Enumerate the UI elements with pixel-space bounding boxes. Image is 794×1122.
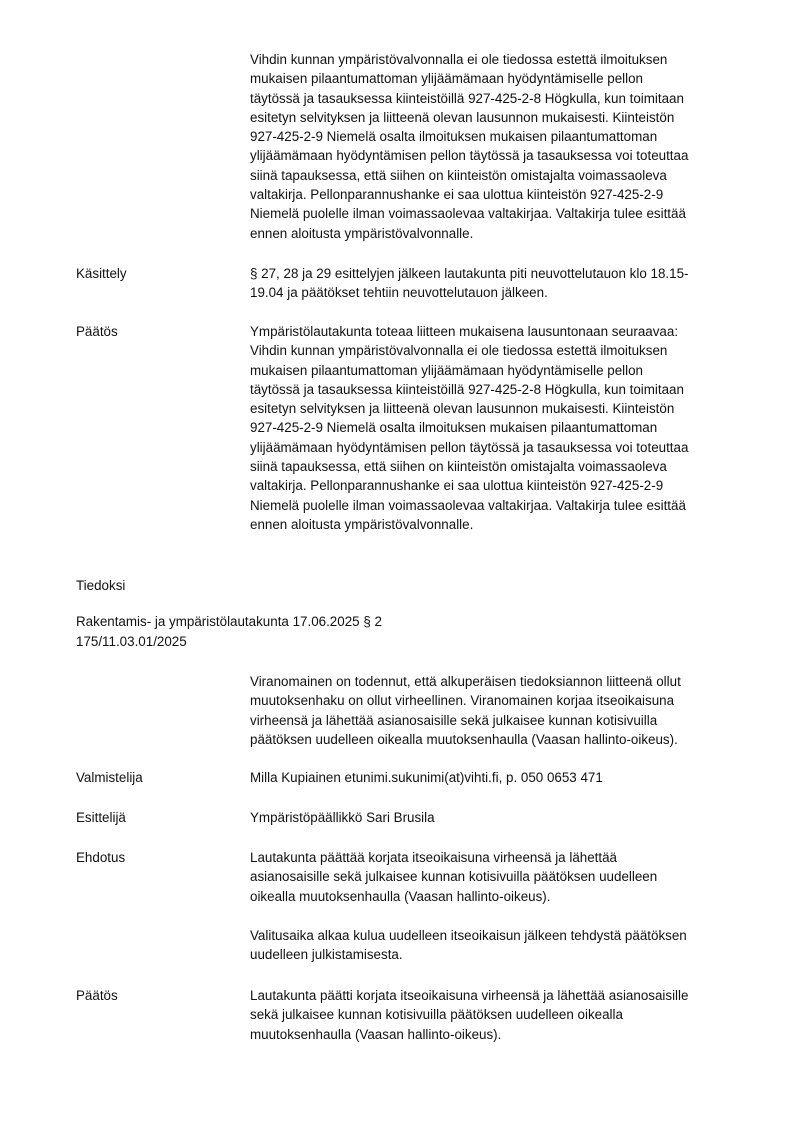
text-line: Vihdin kunnan ympäristövalvonnalla ei ole tiedossa estettä ilmoituksen [250,343,668,359]
valmistelija-label: Valmistelija [76,770,143,785]
text-line: Ympäristölautakunta toteaa liitteen mukaisena lausuntonaan seuraavaa: [250,324,679,339]
valmistelija-value [250,768,744,787]
text-line: mukaisen pilaantumattoman ylijäämämaan hyödyntämiselle pellon [250,362,644,378]
text-line: mukaisen pilaantumattoman ylijäämämaan hyödyntämiselle pellon [250,71,644,87]
meeting-title: Rakentamis- ja ympäristölautakunta 17.06.2025 § 2 [76,614,382,629]
text-line: uudelleen julkistamisesta. [250,947,403,963]
text-line: täytössä ja tasauksessa kiinteistöillä 927-425-2-8 Högkulla, kun toimitaan [250,90,684,106]
text-line: Lautakunta päätti korjata itseoikaisuna virheensä ja lähettää asianosaisille [250,988,689,1003]
esittelija-section [76,808,756,830]
text-line: Viranomainen on todennut, että alkuperäisen tiedoksiannon liitteenä ollut [250,674,681,689]
kasittely-section [76,264,756,306]
text-line: Niemelä puolelle ilman voimassaolevaa valtakirjaa. Valtakirja tulee esittää [250,206,686,222]
ehdotus-section [76,848,756,968]
text-line: 927-425-2-9 Niemelä osalta ilmoituksen mukaisen pilaantumattoman [250,420,658,436]
text-line: oikealla muutoksenhaulla (Vaasan hallinto-oikeus). [250,888,551,904]
paatos-section [76,322,756,538]
text-line: Valitusaika alkaa kulua uudelleen itseoikaisun jälkeen tehdystä päätöksen [250,927,687,943]
kasittely-text [250,264,744,303]
text-line: § 27, 28 ja 29 esittelyjen jälkeen lautakunta piti neuvottelutauon klo 18.15- [250,266,689,281]
tiedoksi-label: Tiedoksi [76,578,126,593]
text-line: valtakirja. Pellonparannushanke ei saa ulottua kiinteistön 927-425-2-9 [250,478,664,494]
ehdotus-text [250,848,744,964]
paatos-label: Päätös [76,324,118,339]
text-line: ylijäämämaan hyödyntämisen pellon täytössä ja tasauksessa voi toteuttaa [250,439,689,455]
kasittely-label: Käsittely [76,266,127,281]
text-line: täytössä ja tasauksessa kiinteistöillä 927-425-2-8 Högkulla, kun toimitaan [250,381,684,397]
statement-section [76,50,756,250]
ehdotus-paragraph [250,848,744,906]
text-line: 927-425-2-9 Niemelä osalta ilmoituksen mukaisen pilaantumattoman [250,129,658,145]
text-line: siinä tapauksessa, että siihen on kiinteistön omistajalta voimassaoleva [250,167,667,183]
paatos-final-section [76,986,756,1048]
text-line: siinä tapauksessa, että siihen on kiinteistön omistajalta voimassaoleva [250,459,667,475]
text-line: Niemelä puolelle ilman voimassaolevaa valtakirjaa. Valtakirja tulee esittää [250,497,686,513]
statement-text [250,50,744,243]
text-line: Milla Kupiainen etunimi.sukunimi(at)vihti.fi, p. 050 0653 471 [250,770,603,785]
text-line: asianosaisille sekä julkaisee kunnan kotisivuilla päätöksen uudelleen [250,869,658,885]
ehdotus-paragraph [250,926,744,965]
text-line: valtakirja. Pellonparannushanke ei saa ulottua kiinteistön 927-425-2-9 [250,187,664,203]
intro-section [76,672,756,752]
text-line: esitetyn selvityksen ja liitteenä olevan lausunnon mukaisesti. Kiinteistön [250,109,675,125]
text-line: esitetyn selvityksen ja liitteenä olevan lausunnon mukaisesti. Kiinteistön [250,401,675,417]
text-line: virheensä ja lähettää asianosaisille sekä julkaisee kunnan kotisivuilla [250,712,658,728]
paatos-text [250,322,744,534]
text-line: muutoksenhaulla (Vaasan hallinto-oikeus). [250,1026,502,1042]
esittelija-label: Esittelijä [76,810,126,825]
text-line: päätöksen uudelleen oikealla muutoksenhaulla (Vaasan hallinto-oikeus). [250,731,678,747]
paatos-final-text [250,986,744,1044]
text-line: ylijäämämaan hyödyntämisen pellon täytössä ja tasauksessa voi toteuttaa [250,148,689,164]
text-line: ennen aloitusta ympäristövalvonnalle. [250,516,474,532]
text-line: ennen aloitusta ympäristövalvonnalle. [250,225,474,241]
paatos-final-label: Päätös [76,988,118,1003]
text-line: Lautakunta päättää korjata itseoikaisuna virheensä ja lähettää [250,850,618,865]
valmistelija-section [76,768,756,790]
esittelija-value [250,808,744,827]
text-line: Ympäristöpäällikkö Sari Brusila [250,810,435,825]
meeting-reference: 175/11.03.01/2025 [76,634,187,649]
text-line: 19.04 ja päätökset tehtiin neuvottelutauon jälkeen. [250,285,548,301]
text-line: sekä julkaisee kunnan kotisivuilla päätöksen uudelleen oikealla [250,1007,623,1023]
intro-text [250,672,744,749]
ehdotus-label: Ehdotus [76,850,126,865]
text-line: muutoksenhaku on ollut virheellinen. Viranomainen korjaa itseoikaisuna [250,693,675,709]
text-line: Vihdin kunnan ympäristövalvonnalla ei ole tiedossa estettä ilmoituksen [250,52,668,67]
